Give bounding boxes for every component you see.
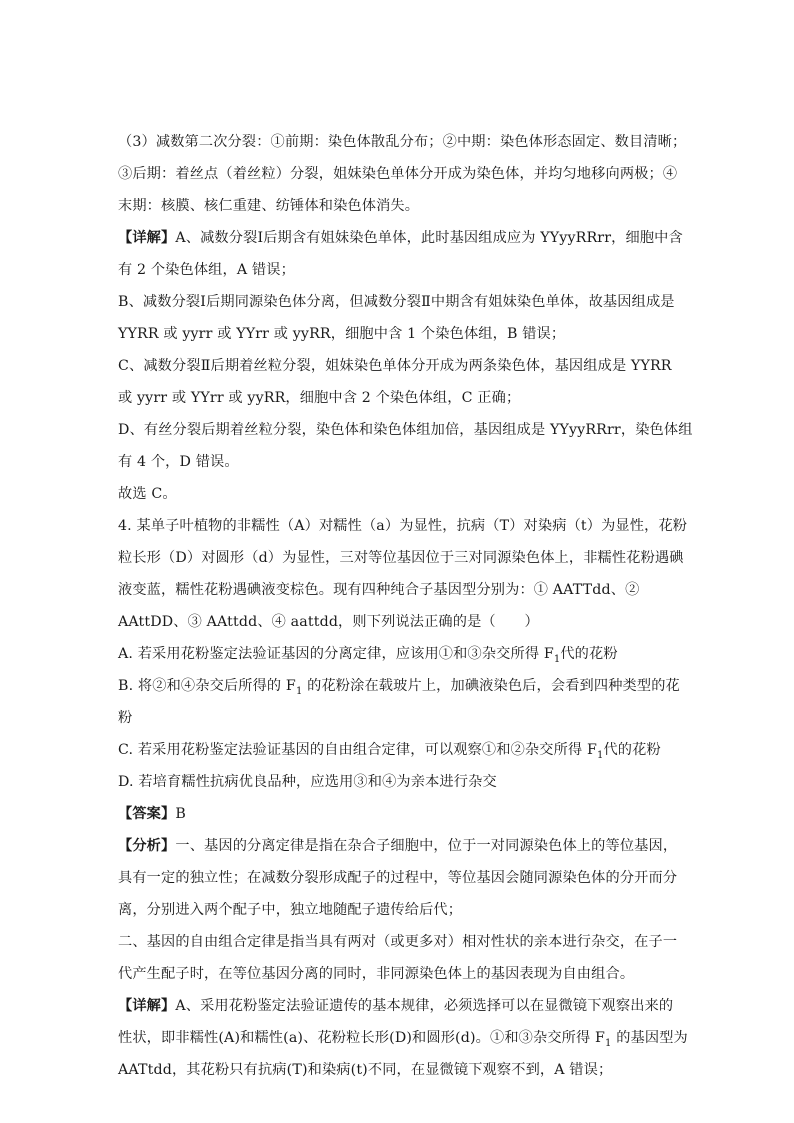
question-text: 4. 某单子叶植物的非糯性（A）对糯性（a）为显性，抗病（T）对染病（t）为显性，花粉: [118, 518, 688, 534]
question-text: 粒长形（D）对圆形（d）为显性，三对等位基因位于三对同源染色体上，非糯性花粉遇碘: [118, 550, 684, 566]
text-line: [118, 1028, 688, 1048]
answer-line: [118, 804, 186, 824]
text-line: 或 yyrr 或 YYrr 或 yyRR，细胞中含 2 个染色体组，C 正确；: [118, 390, 521, 406]
text-line: 故选 C。: [118, 486, 177, 502]
line-text: 的基因型为: [611, 1030, 688, 1046]
text-line: D、有丝分裂后期着丝粒分裂，染色体和染色体组加倍，基因组成是 YYyyRRrr，染色体组: [118, 422, 693, 438]
answer-value: B: [175, 806, 186, 822]
question-text: 液变蓝，糯性花粉遇碘液变棕色。现有四种纯合子基因型分别为：① AATTdd、②: [118, 582, 640, 598]
option-text: 的花粉涂在载玻片上，加碘液染色后，会看到四种类型的花: [302, 678, 680, 694]
text-line: 末期：核膜、核仁重建、纺锤体和染色体消失。: [118, 198, 420, 214]
text-line: 有 4 个，D 错误。: [118, 454, 239, 470]
option-c: [118, 740, 661, 760]
option-text: 代的花粉: [603, 742, 661, 758]
question-text: AAttDD、③ AAttdd、④ aattdd，则下列说法正确的是（ ）: [118, 614, 539, 630]
line-text: 性状，即非糯性(A)和糯性(a)、花粉粒长形(D)和圆形(d)。①和③杂交所得 F: [118, 1030, 606, 1046]
text-line: 有 2 个染色体组，A 错误；: [118, 262, 295, 278]
line-text: A、减数分裂Ⅰ后期含有姐妹染色单体，此时基因组成应为 YYyyRRrr，细胞中含: [175, 230, 683, 246]
option-b: [118, 676, 680, 696]
text-line: （3）减数第二次分裂：①前期：染色体散乱分布；②中期：染色体形态固定、数目清晰；: [118, 134, 687, 150]
text-line: 二、基因的自由组合定律是指当具有两对（或更多对）相对性状的亲本进行杂交，在子一: [118, 934, 678, 950]
option-text: 代的花粉: [560, 646, 618, 662]
section-tag: 【详解】: [118, 998, 176, 1014]
text-line: 具有一定的独立性；在减数分裂形成配子的过程中，等位基因会随同源染色体的分开而分: [118, 870, 678, 886]
option-text: C. 若采用花粉鉴定法验证基因的自由组合定律，可以观察①和②杂交所得 F: [118, 742, 597, 758]
subscript: 1: [295, 685, 303, 697]
subscript: 1: [596, 749, 604, 761]
option-b-cont: 粉: [118, 710, 133, 726]
subscript: 1: [605, 1037, 612, 1049]
line-text: A、采用花粉鉴定法验证遗传的基本规律，必须选择可以在显微镜下观察出来的: [175, 998, 674, 1014]
option-text: A. 若采用花粉鉴定法验证基因的分离定律，应该用①和③杂交所得 F: [118, 646, 554, 662]
analysis-line: [118, 836, 677, 856]
text-line: ③后期：着丝点（着丝粒）分裂，姐妹染色单体分开成为染色体，并均匀地移向两极；④: [118, 166, 678, 182]
text-line: 离，分别进入两个配子中，独立地随配子遗传给后代；: [118, 902, 463, 918]
text-line: C、减数分裂Ⅱ后期着丝粒分裂，姐妹染色单体分开成为两条染色体，基因组成是 YYRR: [118, 358, 672, 374]
text-line: B、减数分裂Ⅰ后期同源染色体分离，但减数分裂Ⅱ中期含有姐妹染色单体，故基因组成是: [118, 294, 675, 310]
option-d: D. 若培育糯性抗病优良品种，应选用③和④为亲本进行杂交: [118, 774, 497, 790]
text-line: AATtdd，其花粉只有抗病(T)和染病(t)不同，在显微镜下观察不到，A 错误；: [118, 1062, 613, 1078]
section-tag: 【分析】: [118, 838, 176, 854]
option-text: B. 将②和④杂交后所得的 F: [118, 678, 296, 694]
subscript: 1: [553, 653, 561, 665]
text-line: [118, 228, 683, 248]
section-tag: 【详解】: [118, 230, 176, 246]
option-a: [118, 644, 618, 664]
text-line: YYRR 或 yyrr 或 YYrr 或 yyRR，细胞中含 1 个染色体组，B 错误；: [118, 326, 566, 342]
text-line: 代产生配子时，在等位基因分离的同时，非同源染色体上的基因表现为自由组合。: [118, 966, 635, 982]
section-tag: 【答案】: [118, 806, 176, 822]
text-line: [118, 996, 673, 1016]
line-text: 一、基因的分离定律是指在杂合子细胞中，位于一对同源染色体上的等位基因，: [175, 838, 678, 854]
